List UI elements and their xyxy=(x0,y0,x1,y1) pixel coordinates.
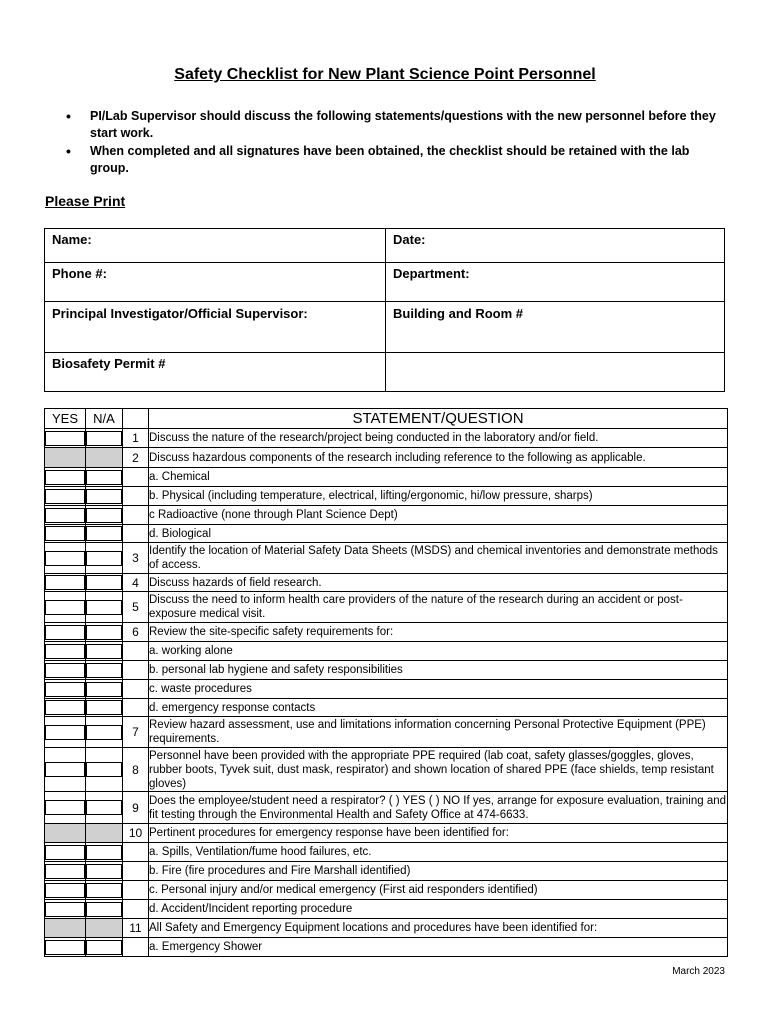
item-number: 8 xyxy=(123,748,149,792)
yes-cell xyxy=(45,699,86,717)
statement-text: a. Chemical xyxy=(149,468,728,487)
yes-checkbox[interactable] xyxy=(45,526,85,541)
checklist-row xyxy=(45,642,728,661)
na-checkbox[interactable] xyxy=(86,508,122,523)
checklist-row xyxy=(45,938,728,957)
checklist-row xyxy=(45,843,728,862)
statement-text: Discuss hazardous components of the research including reference to the following as applicable. xyxy=(149,448,728,468)
statement-text: Discuss hazards of field research. xyxy=(149,574,728,592)
yes-cell-shaded xyxy=(45,824,86,843)
na-cell xyxy=(86,592,123,623)
yes-cell xyxy=(45,900,86,919)
checklist-row xyxy=(45,699,728,717)
checklist-row xyxy=(45,429,728,448)
statement-text: b. Fire (fire procedures and Fire Marshall identified) xyxy=(149,862,728,881)
na-cell xyxy=(86,862,123,881)
statement-text: All Safety and Emergency Equipment locations and procedures have been identified for: xyxy=(149,919,728,938)
na-cell xyxy=(86,429,123,448)
statement-text: b. Physical (including temperature, electrical, lifting/ergonomic, hi/low pressure, sharps) xyxy=(149,487,728,506)
yes-checkbox[interactable] xyxy=(45,663,85,678)
yes-checkbox[interactable] xyxy=(45,470,85,485)
yes-cell xyxy=(45,661,86,680)
yes-checkbox[interactable] xyxy=(45,575,85,590)
instruction-item: • PI/Lab Supervisor should discuss the following statements/questions with the new personnel before they start work. xyxy=(66,108,716,142)
statement-text: d. Biological xyxy=(149,525,728,543)
statement-text: Pertinent procedures for emergency response have been identified for: xyxy=(149,824,728,843)
item-number xyxy=(123,843,149,862)
na-cell xyxy=(86,938,123,957)
na-column-header: N/A xyxy=(86,409,123,429)
yes-checkbox[interactable] xyxy=(45,551,85,566)
yes-checkbox[interactable] xyxy=(45,489,85,504)
date-field[interactable]: Date: xyxy=(386,229,725,263)
na-cell xyxy=(86,843,123,862)
na-checkbox[interactable] xyxy=(86,575,122,590)
biosafety-permit-blank[interactable] xyxy=(386,353,725,392)
statement-text: a. working alone xyxy=(149,642,728,661)
checklist-row xyxy=(45,543,728,574)
item-number: 9 xyxy=(123,792,149,824)
na-cell-shaded xyxy=(86,919,123,938)
na-cell xyxy=(86,525,123,543)
yes-cell xyxy=(45,748,86,792)
yes-checkbox[interactable] xyxy=(45,600,85,615)
instruction-item: • When completed and all signatures have been obtained, the checklist should be retained with the lab group. xyxy=(66,143,716,177)
yes-checkbox[interactable] xyxy=(45,883,85,898)
checklist-row xyxy=(45,881,728,900)
checklist-row xyxy=(45,525,728,543)
item-number xyxy=(123,525,149,543)
checklist-row xyxy=(45,792,728,824)
na-checkbox[interactable] xyxy=(86,431,122,446)
yes-checkbox[interactable] xyxy=(45,762,85,777)
na-cell xyxy=(86,543,123,574)
pi-supervisor-field[interactable]: Principal Investigator/Official Supervisor: xyxy=(45,302,386,353)
checklist-body xyxy=(45,429,728,957)
yes-cell xyxy=(45,792,86,824)
na-checkbox[interactable] xyxy=(86,725,122,740)
na-checkbox[interactable] xyxy=(86,489,122,504)
item-number xyxy=(123,468,149,487)
checklist-row xyxy=(45,661,728,680)
item-number xyxy=(123,699,149,717)
item-number: 11 xyxy=(123,919,149,938)
na-cell xyxy=(86,792,123,824)
na-checkbox[interactable] xyxy=(86,902,122,917)
na-cell xyxy=(86,900,123,919)
na-checkbox[interactable] xyxy=(86,644,122,659)
na-checkbox[interactable] xyxy=(86,625,122,640)
statement-text: Review the site-specific safety requirements for: xyxy=(149,623,728,642)
statement-text: Discuss the nature of the research/project being conducted in the laboratory and/or field. xyxy=(149,429,728,448)
yes-column-header: YES xyxy=(45,409,86,429)
yes-cell xyxy=(45,862,86,881)
item-number: 4 xyxy=(123,574,149,592)
na-cell xyxy=(86,623,123,642)
item-number xyxy=(123,862,149,881)
phone-field[interactable]: Phone #: xyxy=(45,263,386,302)
statement-text: d. Accident/Incident reporting procedure xyxy=(149,900,728,919)
checklist-row xyxy=(45,574,728,592)
na-cell xyxy=(86,468,123,487)
yes-cell xyxy=(45,525,86,543)
yes-checkbox[interactable] xyxy=(45,940,85,955)
yes-cell xyxy=(45,881,86,900)
checklist-row xyxy=(45,506,728,525)
yes-cell xyxy=(45,938,86,957)
yes-cell xyxy=(45,506,86,525)
item-number xyxy=(123,487,149,506)
item-number xyxy=(123,661,149,680)
na-cell-shaded xyxy=(86,448,123,468)
yes-cell xyxy=(45,543,86,574)
item-number xyxy=(123,900,149,919)
yes-checkbox[interactable] xyxy=(45,800,85,815)
item-number: 6 xyxy=(123,623,149,642)
na-cell-shaded xyxy=(86,824,123,843)
na-checkbox[interactable] xyxy=(86,526,122,541)
na-cell xyxy=(86,661,123,680)
item-number xyxy=(123,680,149,699)
checklist-row xyxy=(45,919,728,938)
yes-cell xyxy=(45,642,86,661)
checklist-row xyxy=(45,487,728,506)
yes-cell xyxy=(45,429,86,448)
yes-checkbox[interactable] xyxy=(45,431,85,446)
yes-checkbox[interactable] xyxy=(45,864,85,879)
na-cell xyxy=(86,881,123,900)
yes-cell xyxy=(45,680,86,699)
statement-text: Does the employee/student need a respirator? ( ) YES ( ) NO If yes, arrange for exposure evaluation, training and fit testing through the Environmental Health and Safety Office at 474-6633. xyxy=(149,792,728,824)
na-checkbox[interactable] xyxy=(86,551,122,566)
item-number xyxy=(123,506,149,525)
item-number: 3 xyxy=(123,543,149,574)
yes-cell xyxy=(45,487,86,506)
statement-text: c. Personal injury and/or medical emergency (First aid responders identified) xyxy=(149,881,728,900)
safety-checklist-table xyxy=(44,408,728,957)
na-checkbox[interactable] xyxy=(86,845,122,860)
yes-checkbox[interactable] xyxy=(45,700,85,715)
number-column-header xyxy=(123,409,149,429)
statement-text: c Radioactive (none through Plant Science Dept) xyxy=(149,506,728,525)
na-cell xyxy=(86,506,123,525)
statement-text: d. emergency response contacts xyxy=(149,699,728,717)
yes-checkbox[interactable] xyxy=(45,682,85,697)
yes-cell xyxy=(45,592,86,623)
na-checkbox[interactable] xyxy=(86,700,122,715)
statement-text: Personnel have been provided with the appropriate PPE required (lab coat, safety glasses/goggles, gloves, rubber boots, Tyvek suit, dust mask, respirator) and shown location of shared PPE (face shields, temp resistant gloves) xyxy=(149,748,728,792)
footer-date: March 2023 xyxy=(672,966,725,977)
yes-cell xyxy=(45,623,86,642)
yes-cell xyxy=(45,574,86,592)
checklist-row xyxy=(45,900,728,919)
yes-cell xyxy=(45,843,86,862)
item-number: 10 xyxy=(123,824,149,843)
page-title: Safety Checklist for New Plant Science Point Personnel xyxy=(174,66,596,83)
yes-checkbox[interactable] xyxy=(45,508,85,523)
na-cell xyxy=(86,717,123,748)
na-cell xyxy=(86,487,123,506)
na-checkbox[interactable] xyxy=(86,470,122,485)
na-checkbox[interactable] xyxy=(86,762,122,777)
yes-cell-shaded xyxy=(45,919,86,938)
instructions-list xyxy=(66,108,716,178)
building-room-field[interactable]: Building and Room # xyxy=(386,302,725,353)
checklist-row xyxy=(45,824,728,843)
yes-cell xyxy=(45,717,86,748)
yes-cell-shaded xyxy=(45,448,86,468)
item-number: 7 xyxy=(123,717,149,748)
statement-text: a. Spills, Ventilation/fume hood failures, etc. xyxy=(149,843,728,862)
item-number xyxy=(123,642,149,661)
item-number xyxy=(123,938,149,957)
na-cell xyxy=(86,642,123,661)
na-checkbox[interactable] xyxy=(86,940,122,955)
item-number xyxy=(123,881,149,900)
checklist-row xyxy=(45,623,728,642)
na-cell xyxy=(86,748,123,792)
statement-text: Identify the location of Material Safety Data Sheets (MSDS) and chemical inventories and demonstrate methods of access. xyxy=(149,543,728,574)
department-field[interactable]: Department: xyxy=(386,263,725,302)
na-checkbox[interactable] xyxy=(86,800,122,815)
statement-column-header: STATEMENT/QUESTION xyxy=(149,409,728,429)
please-print-heading: Please Print xyxy=(45,193,126,209)
biosafety-permit-field[interactable]: Biosafety Permit # xyxy=(45,353,386,392)
checklist-row xyxy=(45,448,728,468)
personnel-info-table xyxy=(44,228,725,392)
statement-text: Review hazard assessment, use and limitations information concerning Personal Protective Equipment (PPE) requirements. xyxy=(149,717,728,748)
checklist-row xyxy=(45,592,728,623)
statement-text: c. waste procedures xyxy=(149,680,728,699)
item-number: 5 xyxy=(123,592,149,623)
na-checkbox[interactable] xyxy=(86,682,122,697)
statement-text: a. Emergency Shower xyxy=(149,938,728,957)
na-cell xyxy=(86,699,123,717)
checklist-row xyxy=(45,717,728,748)
yes-checkbox[interactable] xyxy=(45,644,85,659)
name-field[interactable]: Name: xyxy=(45,229,386,263)
na-cell xyxy=(86,574,123,592)
yes-checkbox[interactable] xyxy=(45,625,85,640)
item-number: 2 xyxy=(123,448,149,468)
na-checkbox[interactable] xyxy=(86,600,122,615)
yes-cell xyxy=(45,468,86,487)
checklist-row xyxy=(45,468,728,487)
na-checkbox[interactable] xyxy=(86,864,122,879)
statement-text: Discuss the need to inform health care providers of the nature of the research during an accident or post-exposure medical visit. xyxy=(149,592,728,623)
na-checkbox[interactable] xyxy=(86,663,122,678)
checklist-row xyxy=(45,862,728,881)
item-number: 1 xyxy=(123,429,149,448)
yes-checkbox[interactable] xyxy=(45,725,85,740)
na-checkbox[interactable] xyxy=(86,883,122,898)
yes-checkbox[interactable] xyxy=(45,845,85,860)
checklist-row xyxy=(45,748,728,792)
na-cell xyxy=(86,680,123,699)
statement-text: b. personal lab hygiene and safety responsibilities xyxy=(149,661,728,680)
yes-checkbox[interactable] xyxy=(45,902,85,917)
checklist-row xyxy=(45,680,728,699)
